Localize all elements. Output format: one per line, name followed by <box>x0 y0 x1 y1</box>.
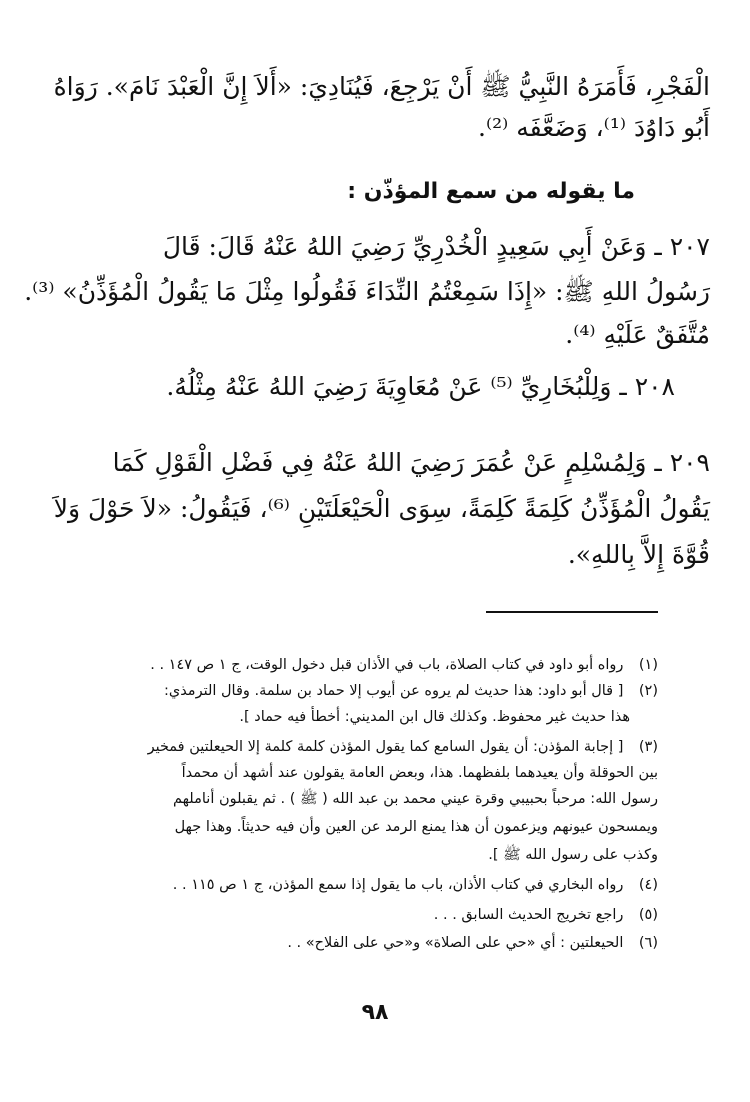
footnote-number: (٦) <box>638 935 658 951</box>
footnote-separator <box>486 611 658 613</box>
footnote-number: (٥) <box>638 907 658 923</box>
hadith-207-line-1: ٢٠٧ ـ وَعَنْ أَبِي سَعِيدٍ الْخُدْرِيِّ رَضِيَ اللهُ عَنْهُ قَالَ: قَالَ <box>162 232 710 261</box>
hadith-209-line-3: قُوَّةَ إِلاَّ بِاللهِ». <box>567 540 710 569</box>
footnote-number: (٤) <box>638 877 658 893</box>
footnote-5 <box>40 904 658 926</box>
footnote-number: (٢) <box>638 683 658 699</box>
footnote-3-cont-2: رسول الله: مرحباً بحبيبي وقرة عيني محمد بن عبد الله ( ﷺ ) . ثم يقبلون أناملهم <box>172 791 658 807</box>
footnote-2-cont: هذا حديث غير محفوظ. وكذلك قال ابن المديني: أخطأ فيه حماد ]. <box>239 709 630 725</box>
footnote-6 <box>40 932 658 954</box>
footnote-3-cont-4: وكذب على رسول الله ﷺ ]. <box>488 847 658 863</box>
hadith-207-line-2: رَسُولُ اللهِ ﷺ: «إِذَا سَمِعْتُمُ النِّدَاءَ فَقُولُوا مِثْلَ مَا يَقُولُ الْمُؤَذِّنُ» ⁽³⁾. <box>24 277 710 306</box>
footnote-3-cont-1: بين الحوقلة وأن يعيدهما بلفظهما. هذا، وبعض العامة يقولون عند أشهد أن محمداً <box>181 765 658 781</box>
footnote-number: (٣) <box>638 739 658 755</box>
section-heading: ما يقوله من سمع المؤذّن : <box>347 179 635 204</box>
footnote-text: رواه البخاري في كتاب الأذان، باب ما يقول إذا سمع المؤذن، ج ١ ص ١١٥ . . <box>172 877 624 893</box>
footnote-text: [ قال أبو داود: هذا حديث لم يروه عن أيوب إلا حماد بن سلمة. وقال الترمذي: <box>163 683 624 699</box>
hadith-208-line: ٢٠٨ ـ وَلِلْبُخَارِيِّ ⁽⁵⁾ عَنْ مُعَاوِيَةَ رَضِيَ اللهُ عَنْهُ مِثْلُهُ. <box>166 372 675 401</box>
footnote-2 <box>40 680 658 702</box>
footnote-text: راجع تخريج الحديث السابق . . . <box>433 907 624 923</box>
hadith-209-line-1: ٢٠٩ ـ وَلِمُسْلِمٍ عَنْ عُمَرَ رَضِيَ اللهُ عَنْهُ فِي فَضْلِ الْقَوْلِ كَمَا <box>112 448 710 477</box>
footnote-number: (١) <box>638 657 658 673</box>
footnote-text: رواه أبو داود في كتاب الصلاة، باب في الأذان قبل دخول الوقت، ج ١ ص ١٤٧ . . <box>150 657 624 673</box>
footnote-3 <box>40 736 658 758</box>
hadith-207-line-3: مُتَّفَقٌ عَلَيْهِ ⁽⁴⁾. <box>565 320 710 349</box>
main-text-line-2: أَبُو دَاوُدَ ⁽¹⁾، وَضَعَّفَه ⁽²⁾. <box>478 113 710 142</box>
footnote-text: الحيعلتين : أي «حي على الصلاة» و«حي على الفلاح» . . <box>287 935 624 951</box>
footnote-text: [ إجابة المؤذن: أن يقول السامع كما يقول المؤذن كلمة كلمة إلا الحيعلتين فمخير <box>147 739 624 755</box>
footnote-1 <box>40 654 658 676</box>
hadith-209-line-2: يَقُولُ الْمُؤَذِّنُ كَلِمَةً كَلِمَةً، سِوَى الْحَيْعَلَتَيْنِ ⁽⁶⁾، فَيَقُولُ: «لاَ حَوْلَ وَلاَ <box>53 494 710 523</box>
footnote-4 <box>40 874 658 896</box>
footnote-3-cont-3: ويمسحون عيونهم ويزعمون أن هذا يمنع الرمد عن العين وأن فيه حديثاً. وهذا جهل <box>174 819 658 835</box>
page-number: ٩٨ <box>361 1000 389 1025</box>
main-text-line-1: الْفَجْرِ، فَأَمَرَهُ النَّبِيُّ ﷺ أَنْ يَرْجِعَ، فَيُنَادِيَ: «أَلاَ إِنَّ الْعَبْدَ نَامَ». رَوَاهُ <box>53 72 710 101</box>
